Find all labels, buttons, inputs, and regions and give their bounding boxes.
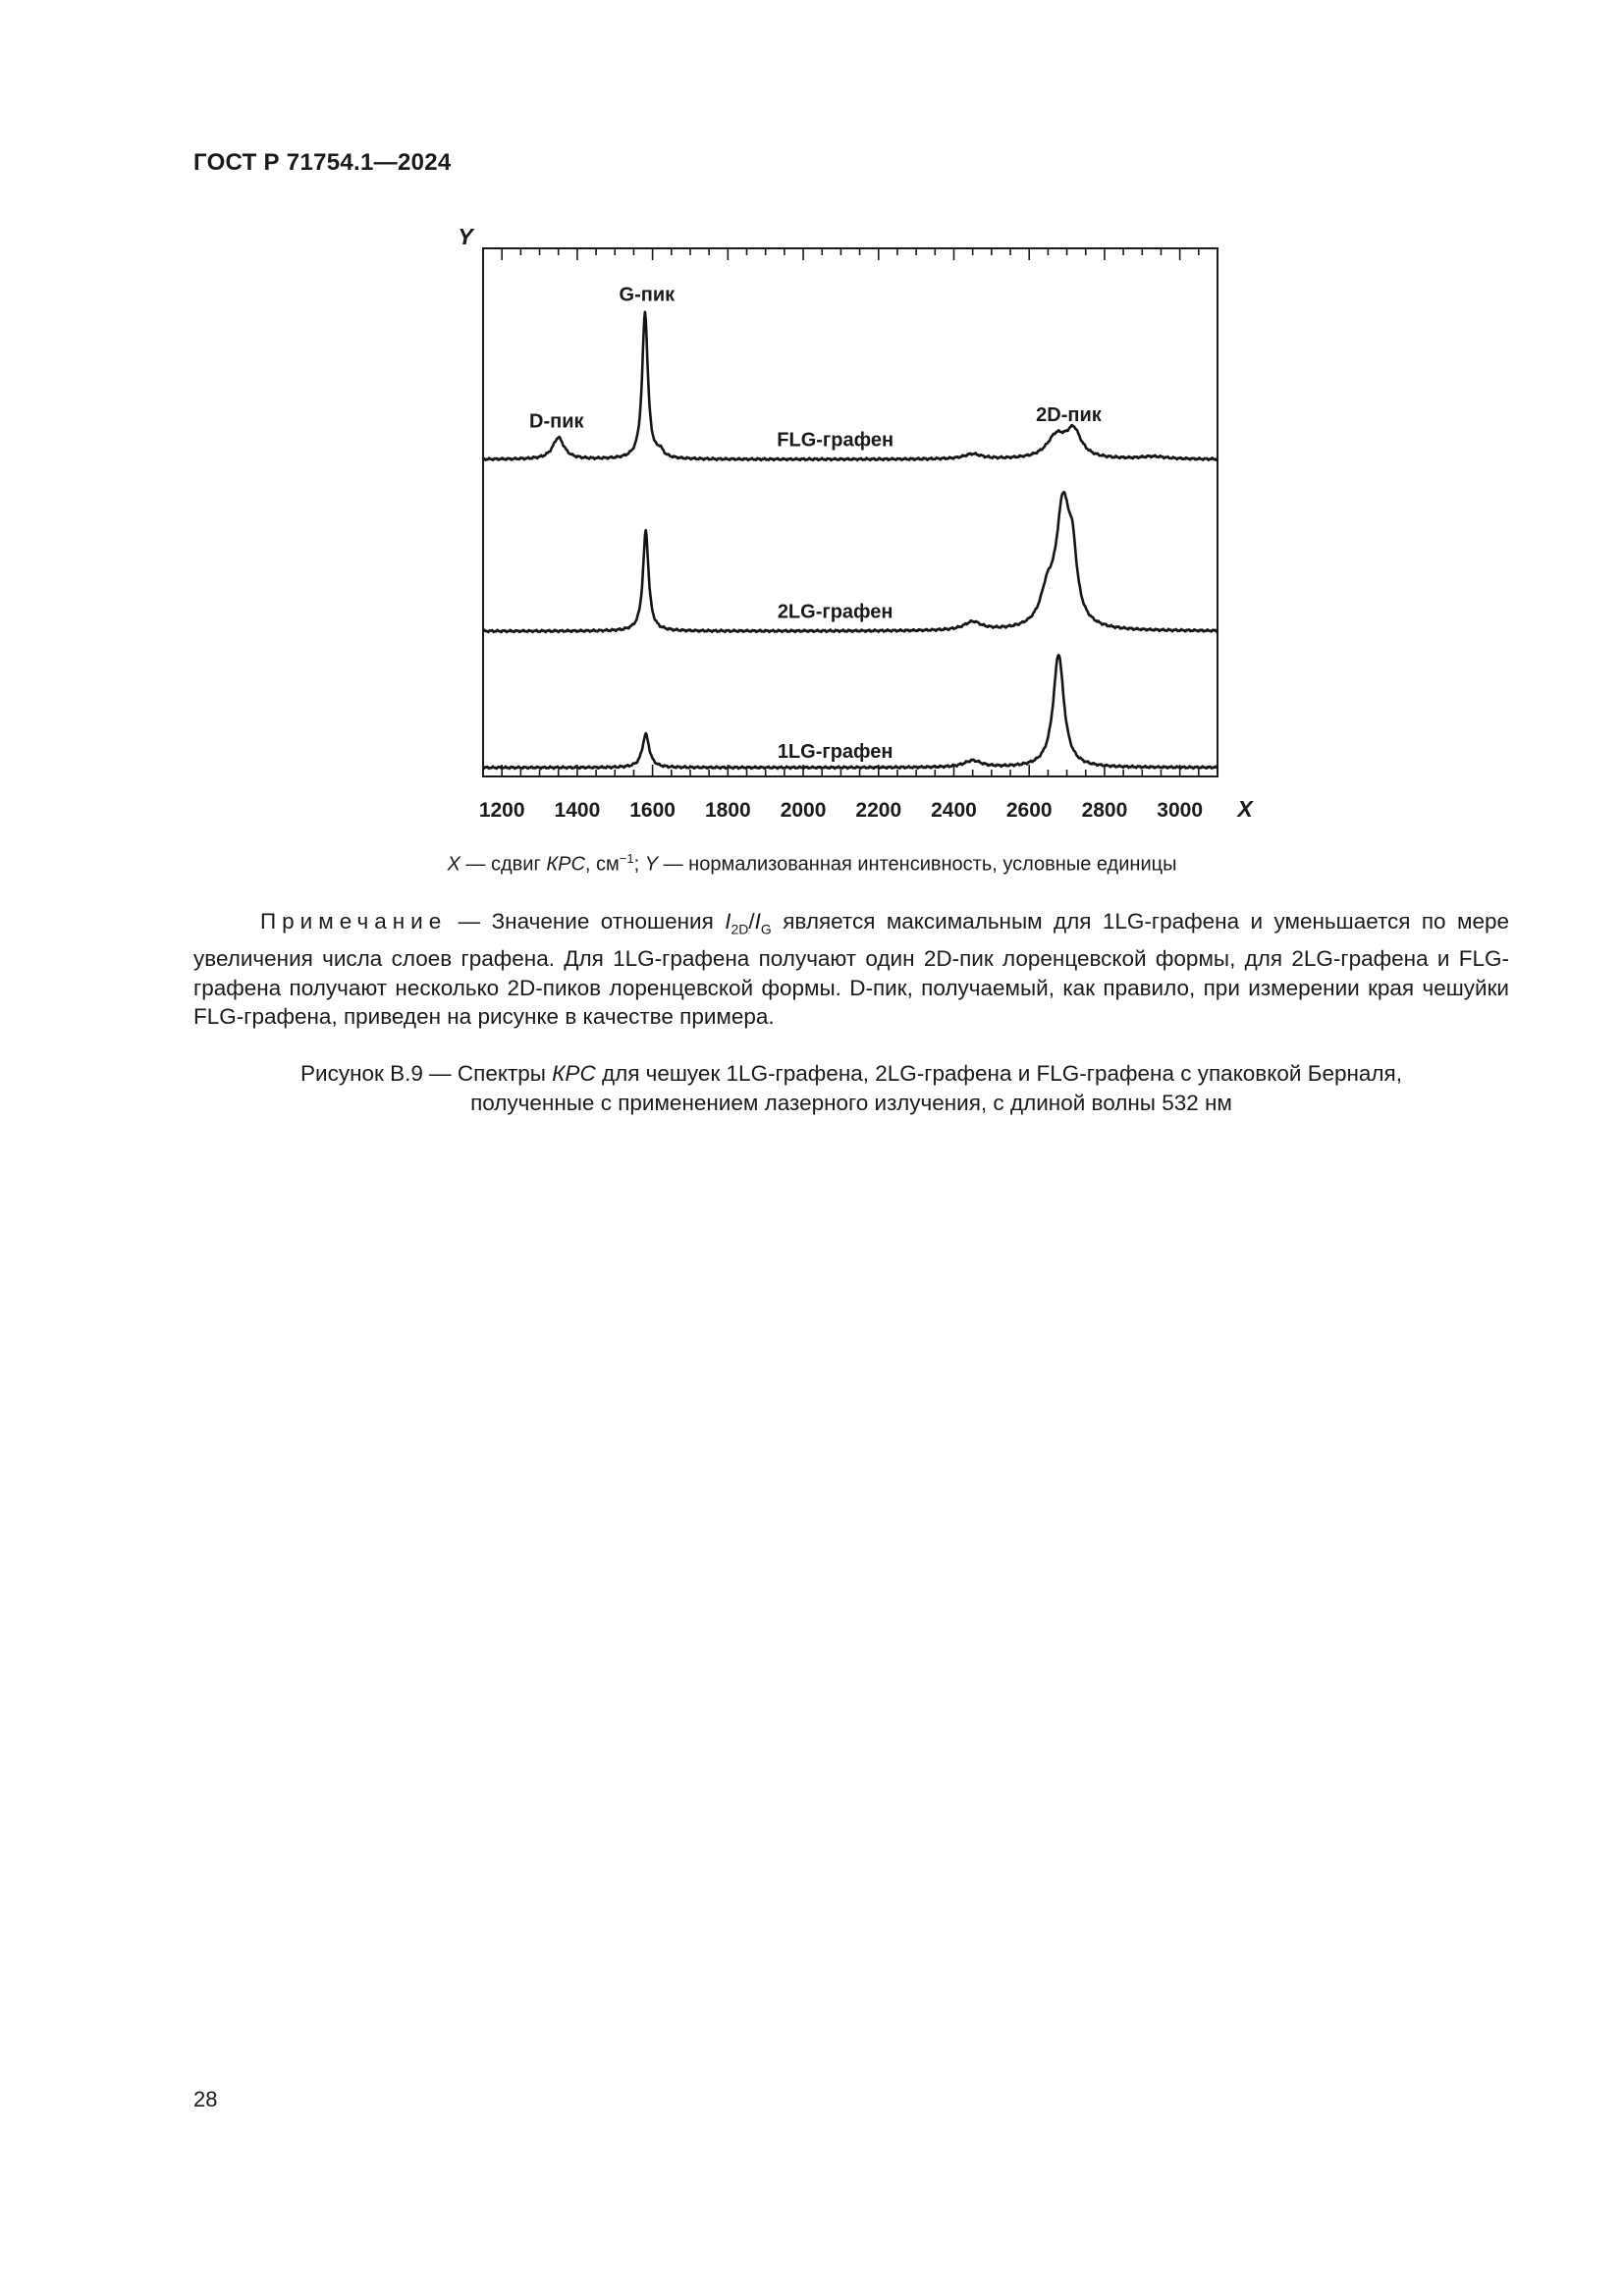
caption-krs: КРС bbox=[552, 1061, 596, 1086]
chart-labels bbox=[458, 224, 1254, 822]
document-header: ГОСТ Р 71754.1—2024 bbox=[193, 149, 452, 176]
x-tick-label: 2600 bbox=[1005, 799, 1053, 822]
peak-annotation: 2D-пик bbox=[1036, 403, 1102, 426]
x-tick-label: 2400 bbox=[931, 799, 977, 822]
note-symbol-i2d: I bbox=[725, 909, 731, 934]
x-tick-label: 2800 bbox=[1081, 799, 1128, 822]
krs-abbrev: КРС bbox=[546, 853, 585, 876]
figure-caption bbox=[193, 1059, 1509, 1118]
chart-frame bbox=[483, 248, 1218, 776]
x-tick-label: 1600 bbox=[629, 799, 676, 822]
axes-legend-caption bbox=[0, 851, 1624, 877]
x-axis-symbol: X bbox=[447, 853, 460, 876]
x-tick-label: 1400 bbox=[554, 799, 601, 822]
note-sub-2d: 2D bbox=[731, 921, 749, 937]
y-axis-desc: — нормализованная интенсивность, условные единицы bbox=[658, 853, 1177, 876]
x-tick-label: 3000 bbox=[1157, 799, 1204, 822]
series-label: 2LG-графен bbox=[777, 601, 893, 623]
peak-annotation: D-пик bbox=[529, 410, 584, 433]
note-symbol-ig: I bbox=[754, 909, 761, 934]
y-axis-symbol: Y bbox=[644, 853, 659, 876]
x-axis-unit: , см bbox=[584, 853, 620, 876]
raman-spectra-chart bbox=[432, 221, 1257, 839]
x-tick-label: 2000 bbox=[780, 799, 827, 822]
note-text-rest: является максимальным для 1LG-графена и уменьшается по мере увеличения числа слоев графена. Для 1LG-графена получают один 2D-пик лоренцевской формы, для 2LG-графена и FLG-графена получают несколько 2D-пиков лоренцевской формы. D-пик, получаемый, как правило, при измерении края чешуйки FLG-графена, приведен на рисунке в качестве примера. bbox=[193, 909, 1510, 1029]
figure-note bbox=[193, 907, 1509, 1032]
y-axis-label: Y bbox=[458, 224, 473, 249]
x-axis-unit-exponent: −1 bbox=[619, 851, 634, 866]
caption-line2: полученные с применением лазерного излучения, с длиной волны 532 нм bbox=[470, 1091, 1232, 1115]
plot-frame bbox=[483, 248, 1218, 776]
page-number: 28 bbox=[193, 2087, 218, 2111]
note-slash: / bbox=[748, 909, 755, 934]
note-text-start: — Значение отношения bbox=[447, 909, 726, 934]
caption-part1: Рисунок В.9 — Спектры bbox=[300, 1061, 553, 1086]
x-tick-label: 1200 bbox=[478, 799, 525, 822]
x-axis-desc: — сдвиг bbox=[460, 853, 547, 876]
caption-part2: для чешуек 1LG-графена, 2LG-графена и FLG-графена с упаковкой Берналя, bbox=[595, 1061, 1402, 1086]
chart-series bbox=[483, 312, 1218, 769]
caption-separator: ; bbox=[633, 853, 645, 876]
x-tick-label: 1800 bbox=[704, 799, 751, 822]
note-label: Примечание bbox=[260, 909, 448, 934]
peak-annotation: G-пик bbox=[619, 284, 676, 306]
series-label: 1LG-графен bbox=[777, 740, 893, 763]
series-label: FLG-графен bbox=[777, 429, 894, 452]
x-tick-label: 2200 bbox=[855, 799, 902, 822]
chart-ticks bbox=[483, 248, 1218, 776]
x-axis-label: X bbox=[1237, 796, 1253, 822]
note-sub-g: G bbox=[760, 921, 772, 937]
